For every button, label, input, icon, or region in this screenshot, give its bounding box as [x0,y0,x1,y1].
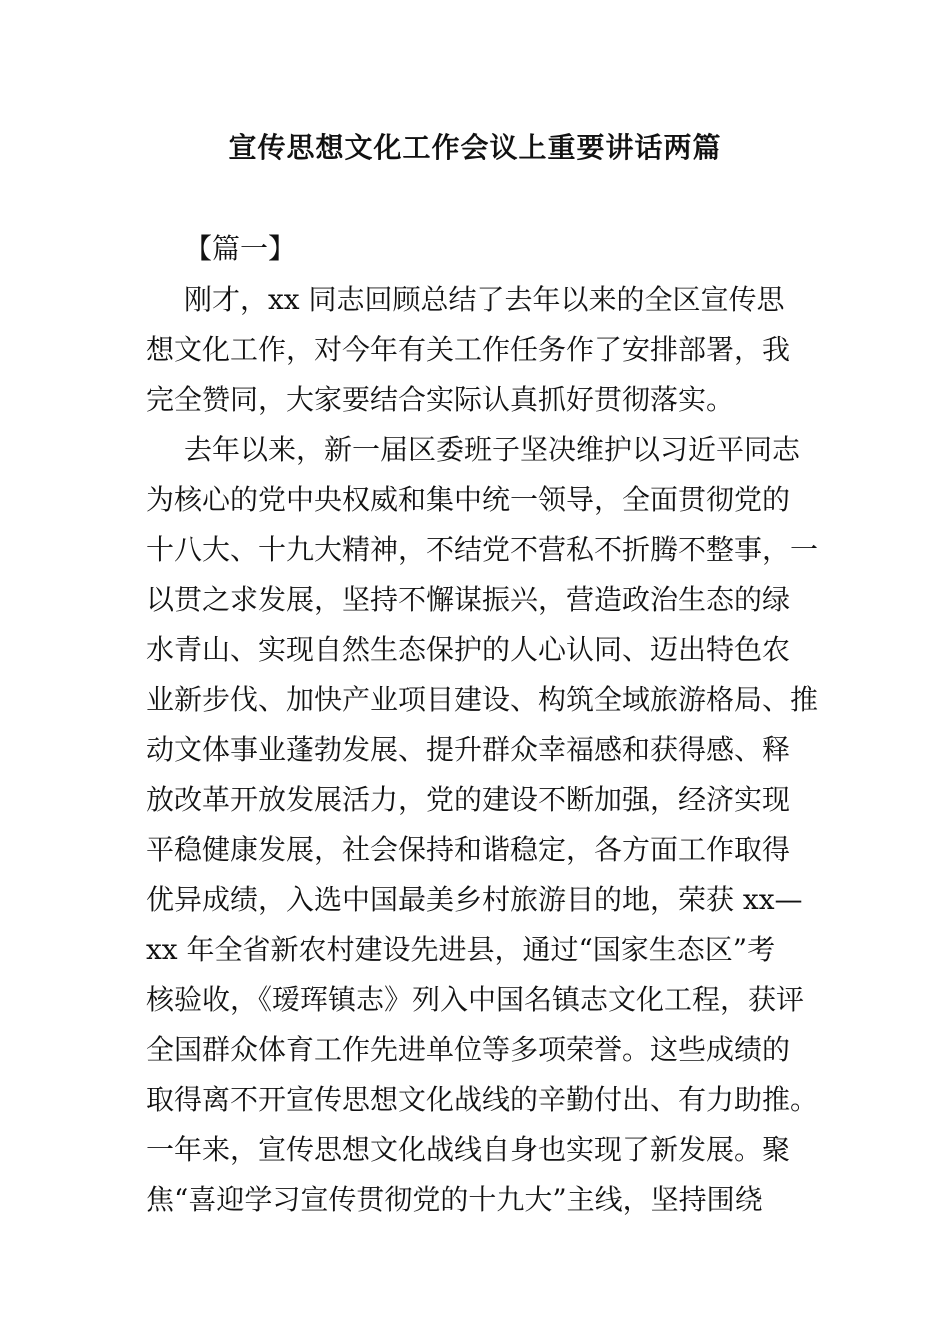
body-line: 完全赞同，大家要结合实际认真抓好贯彻落实。 [146,383,735,416]
body-line: 业新步伐、加快产业项目建设、构筑全域旅游格局、推 [146,683,819,716]
body-line: 焦“喜迎学习宣传贯彻党的十九大”主线，坚持围绕 [146,1183,763,1216]
body-line: 以贯之求发展，坚持不懈谋振兴，营造政治生态的绿 [146,583,791,616]
body-line: 去年以来，新一届区委班子坚决维护以习近平同志 [184,433,801,466]
body-line: 想文化工作，对今年有关工作任务作了安排部署，我 [146,333,791,366]
body-line: 核验收，《瑷珲镇志》列入中国名镇志文化工程，获评 [146,983,805,1016]
document-title: 宣传思想文化工作会议上重要讲话两篇 [228,131,722,164]
body-line: 放改革开放发展活力，党的建设不断加强，经济实现 [146,783,791,816]
body-line: 平稳健康发展，社会保持和谐稳定，各方面工作取得 [146,833,791,866]
body-line: 一年来，宣传思想文化战线自身也实现了新发展。聚 [146,1133,791,1166]
body-line: 优异成绩，入选中国最美乡村旅游目的地，荣获 xx— [146,883,803,916]
body-line: 动文体事业蓬勃发展、提升群众幸福感和获得感、释 [146,733,791,766]
body-line: 全国群众体育工作先进单位等多项荣誉。这些成绩的 [146,1033,791,1066]
body-line: 水青山、实现自然生态保护的人心认同、迈出特色农 [146,633,791,666]
body-line: 为核心的党中央权威和集中统一领导，全面贯彻党的 [146,483,791,516]
body-line: 十八大、十九大精神，不结党不营私不折腾不整事，一 [146,533,819,566]
section-heading: 【篇一】 [184,232,297,265]
body-line: xx 年全省新农村建设先进县，通过“国家生态区”考 [146,933,776,966]
body-line: 取得离不开宣传思想文化战线的辛勤付出、有力助推。 [146,1083,819,1116]
body-line: 刚才，xx 同志回顾总结了去年以来的全区宣传思 [184,283,785,316]
